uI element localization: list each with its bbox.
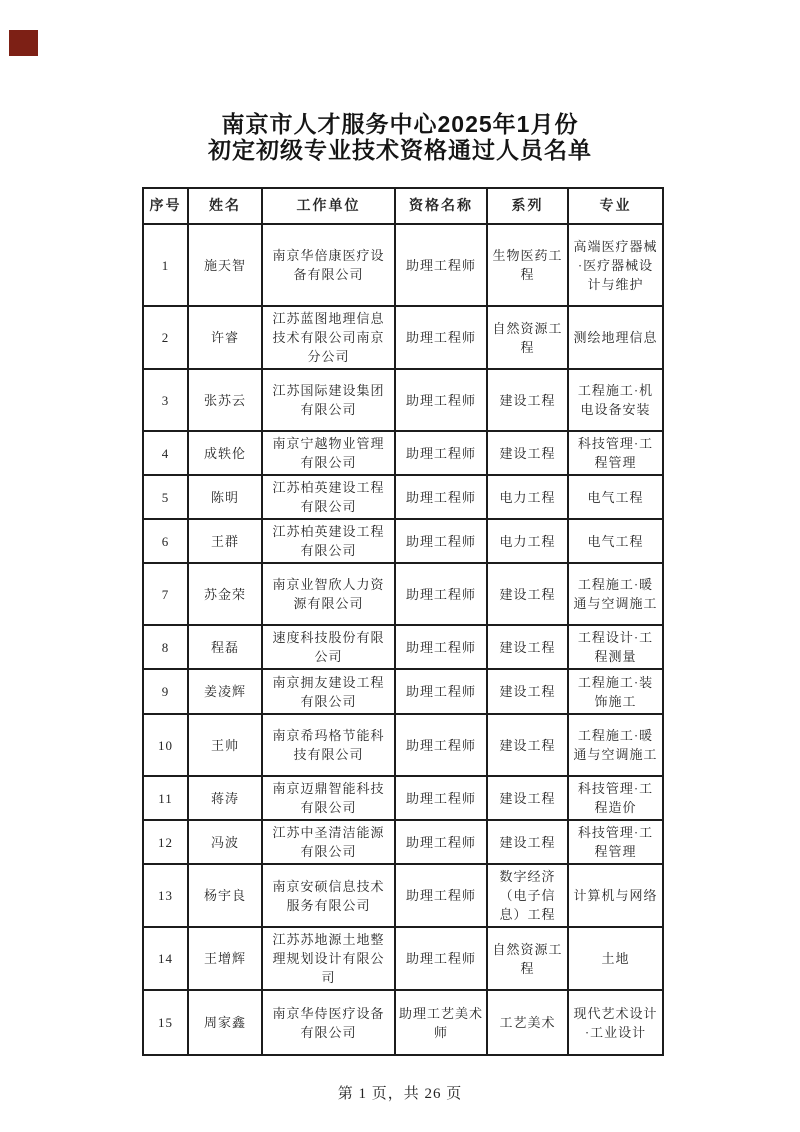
table-row	[143, 519, 663, 563]
cell-index: 13	[143, 864, 188, 927]
cell-index: 4	[143, 431, 188, 475]
table-row	[143, 669, 663, 714]
cell-major: 工程施工·暖通与空调施工	[568, 714, 663, 776]
cell-name: 成轶伦	[188, 431, 262, 475]
cell-index: 9	[143, 669, 188, 714]
cell-series: 电力工程	[487, 475, 568, 519]
cell-major: 测绘地理信息	[568, 306, 663, 369]
cell-employer: 南京华侍医疗设备有限公司	[262, 990, 395, 1055]
cell-major: 工程施工·机电设备安装	[568, 369, 663, 431]
document-title	[0, 111, 800, 163]
header-row	[143, 188, 663, 224]
cell-major: 科技管理·工程造价	[568, 776, 663, 820]
cell-qualification: 助理工程师	[395, 519, 487, 563]
col-header-name: 姓名	[188, 188, 262, 224]
cell-employer: 南京宁越物业管理有限公司	[262, 431, 395, 475]
table-row	[143, 431, 663, 475]
cell-index: 2	[143, 306, 188, 369]
table-row	[143, 927, 663, 990]
cell-index: 7	[143, 563, 188, 625]
cell-qualification: 助理工程师	[395, 669, 487, 714]
cell-index: 14	[143, 927, 188, 990]
page-number: 第 1 页，共 26 页	[337, 1086, 463, 1102]
cell-qualification: 助理工程师	[395, 431, 487, 475]
cell-series: 建设工程	[487, 776, 568, 820]
cell-major: 计算机与网络	[568, 864, 663, 927]
cell-index: 1	[143, 224, 188, 306]
cell-series: 自然资源工程	[487, 306, 568, 369]
cell-name: 王帅	[188, 714, 262, 776]
cell-employer: 江苏国际建设集团有限公司	[262, 369, 395, 431]
scan-artifact	[9, 30, 38, 56]
document-title-line2: 初定初级专业技术资格通过人员名单	[208, 137, 592, 163]
cell-major: 科技管理·工程管理	[568, 820, 663, 864]
cell-name: 冯波	[188, 820, 262, 864]
cell-qualification: 助理工程师	[395, 864, 487, 927]
table-row	[143, 776, 663, 820]
col-header-qualification: 资格名称	[395, 188, 487, 224]
cell-index: 11	[143, 776, 188, 820]
cell-index: 6	[143, 519, 188, 563]
cell-employer: 南京希玛格节能科技有限公司	[262, 714, 395, 776]
cell-employer: 南京安硕信息技术服务有限公司	[262, 864, 395, 927]
table-row	[143, 864, 663, 927]
cell-qualification: 助理工程师	[395, 306, 487, 369]
cell-series: 建设工程	[487, 563, 568, 625]
cell-qualification: 助理工程师	[395, 776, 487, 820]
cell-index: 5	[143, 475, 188, 519]
cell-series: 生物医药工程	[487, 224, 568, 306]
cell-series: 建设工程	[487, 820, 568, 864]
cell-series: 自然资源工程	[487, 927, 568, 990]
cell-series: 建设工程	[487, 369, 568, 431]
cell-major: 工程设计·工程测量	[568, 625, 663, 669]
cell-major: 电气工程	[568, 475, 663, 519]
cell-qualification: 助理工程师	[395, 714, 487, 776]
cell-index: 3	[143, 369, 188, 431]
cell-employer: 江苏苏地源土地整理规划设计有限公司	[262, 927, 395, 990]
table-row	[143, 369, 663, 431]
cell-major: 工程施工·暖通与空调施工	[568, 563, 663, 625]
cell-series: 建设工程	[487, 625, 568, 669]
cell-qualification: 助理工程师	[395, 927, 487, 990]
cell-name: 施天智	[188, 224, 262, 306]
col-header-index: 序号	[143, 188, 188, 224]
cell-name: 许睿	[188, 306, 262, 369]
cell-name: 姜凌辉	[188, 669, 262, 714]
table-row	[143, 475, 663, 519]
cell-name: 王增辉	[188, 927, 262, 990]
cell-qualification: 助理工程师	[395, 369, 487, 431]
cell-name: 杨宇良	[188, 864, 262, 927]
cell-major: 电气工程	[568, 519, 663, 563]
cell-series: 建设工程	[487, 431, 568, 475]
cell-major: 现代艺术设计·工业设计	[568, 990, 663, 1055]
cell-name: 王群	[188, 519, 262, 563]
cell-name: 张苏云	[188, 369, 262, 431]
cell-qualification: 助理工程师	[395, 625, 487, 669]
cell-qualification: 助理工程师	[395, 563, 487, 625]
cell-major: 工程施工·装饰施工	[568, 669, 663, 714]
table-row	[143, 306, 663, 369]
cell-name: 苏金荣	[188, 563, 262, 625]
cell-major: 高端医疗器械·医疗器械设计与维护	[568, 224, 663, 306]
cell-employer: 南京迈鼎智能科技有限公司	[262, 776, 395, 820]
cell-qualification: 助理工程师	[395, 820, 487, 864]
cell-index: 8	[143, 625, 188, 669]
cell-series: 电力工程	[487, 519, 568, 563]
cell-employer: 南京业智欣人力资源有限公司	[262, 563, 395, 625]
col-header-major: 专业	[568, 188, 663, 224]
table-row	[143, 625, 663, 669]
cell-employer: 速度科技股份有限公司	[262, 625, 395, 669]
cell-index: 12	[143, 820, 188, 864]
cell-name: 程磊	[188, 625, 262, 669]
cell-major: 科技管理·工程管理	[568, 431, 663, 475]
cell-qualification: 助理工程师	[395, 475, 487, 519]
cell-series: 工艺美术	[487, 990, 568, 1055]
cell-employer: 江苏蓝图地理信息技术有限公司南京分公司	[262, 306, 395, 369]
cell-major: 土地	[568, 927, 663, 990]
cell-series: 数字经济（电子信息）工程	[487, 864, 568, 927]
col-header-series: 系列	[487, 188, 568, 224]
qualification-table	[142, 187, 664, 1056]
table-row	[143, 563, 663, 625]
document-title-line1: 南京市人才服务中心2025年1月份	[221, 111, 579, 137]
table-row	[143, 714, 663, 776]
cell-employer: 南京华倍康医疗设备有限公司	[262, 224, 395, 306]
cell-employer: 江苏柏英建设工程有限公司	[262, 475, 395, 519]
cell-employer: 南京拥友建设工程有限公司	[262, 669, 395, 714]
cell-name: 周家鑫	[188, 990, 262, 1055]
cell-index: 10	[143, 714, 188, 776]
cell-series: 建设工程	[487, 669, 568, 714]
cell-qualification: 助理工艺美术师	[395, 990, 487, 1055]
table-row	[143, 990, 663, 1055]
cell-name: 陈明	[188, 475, 262, 519]
col-header-employer: 工作单位	[262, 188, 395, 224]
table-row	[143, 820, 663, 864]
cell-index: 15	[143, 990, 188, 1055]
cell-qualification: 助理工程师	[395, 224, 487, 306]
cell-series: 建设工程	[487, 714, 568, 776]
cell-employer: 江苏中圣清洁能源有限公司	[262, 820, 395, 864]
table-row	[143, 224, 663, 306]
cell-name: 蒋涛	[188, 776, 262, 820]
cell-employer: 江苏柏英建设工程有限公司	[262, 519, 395, 563]
